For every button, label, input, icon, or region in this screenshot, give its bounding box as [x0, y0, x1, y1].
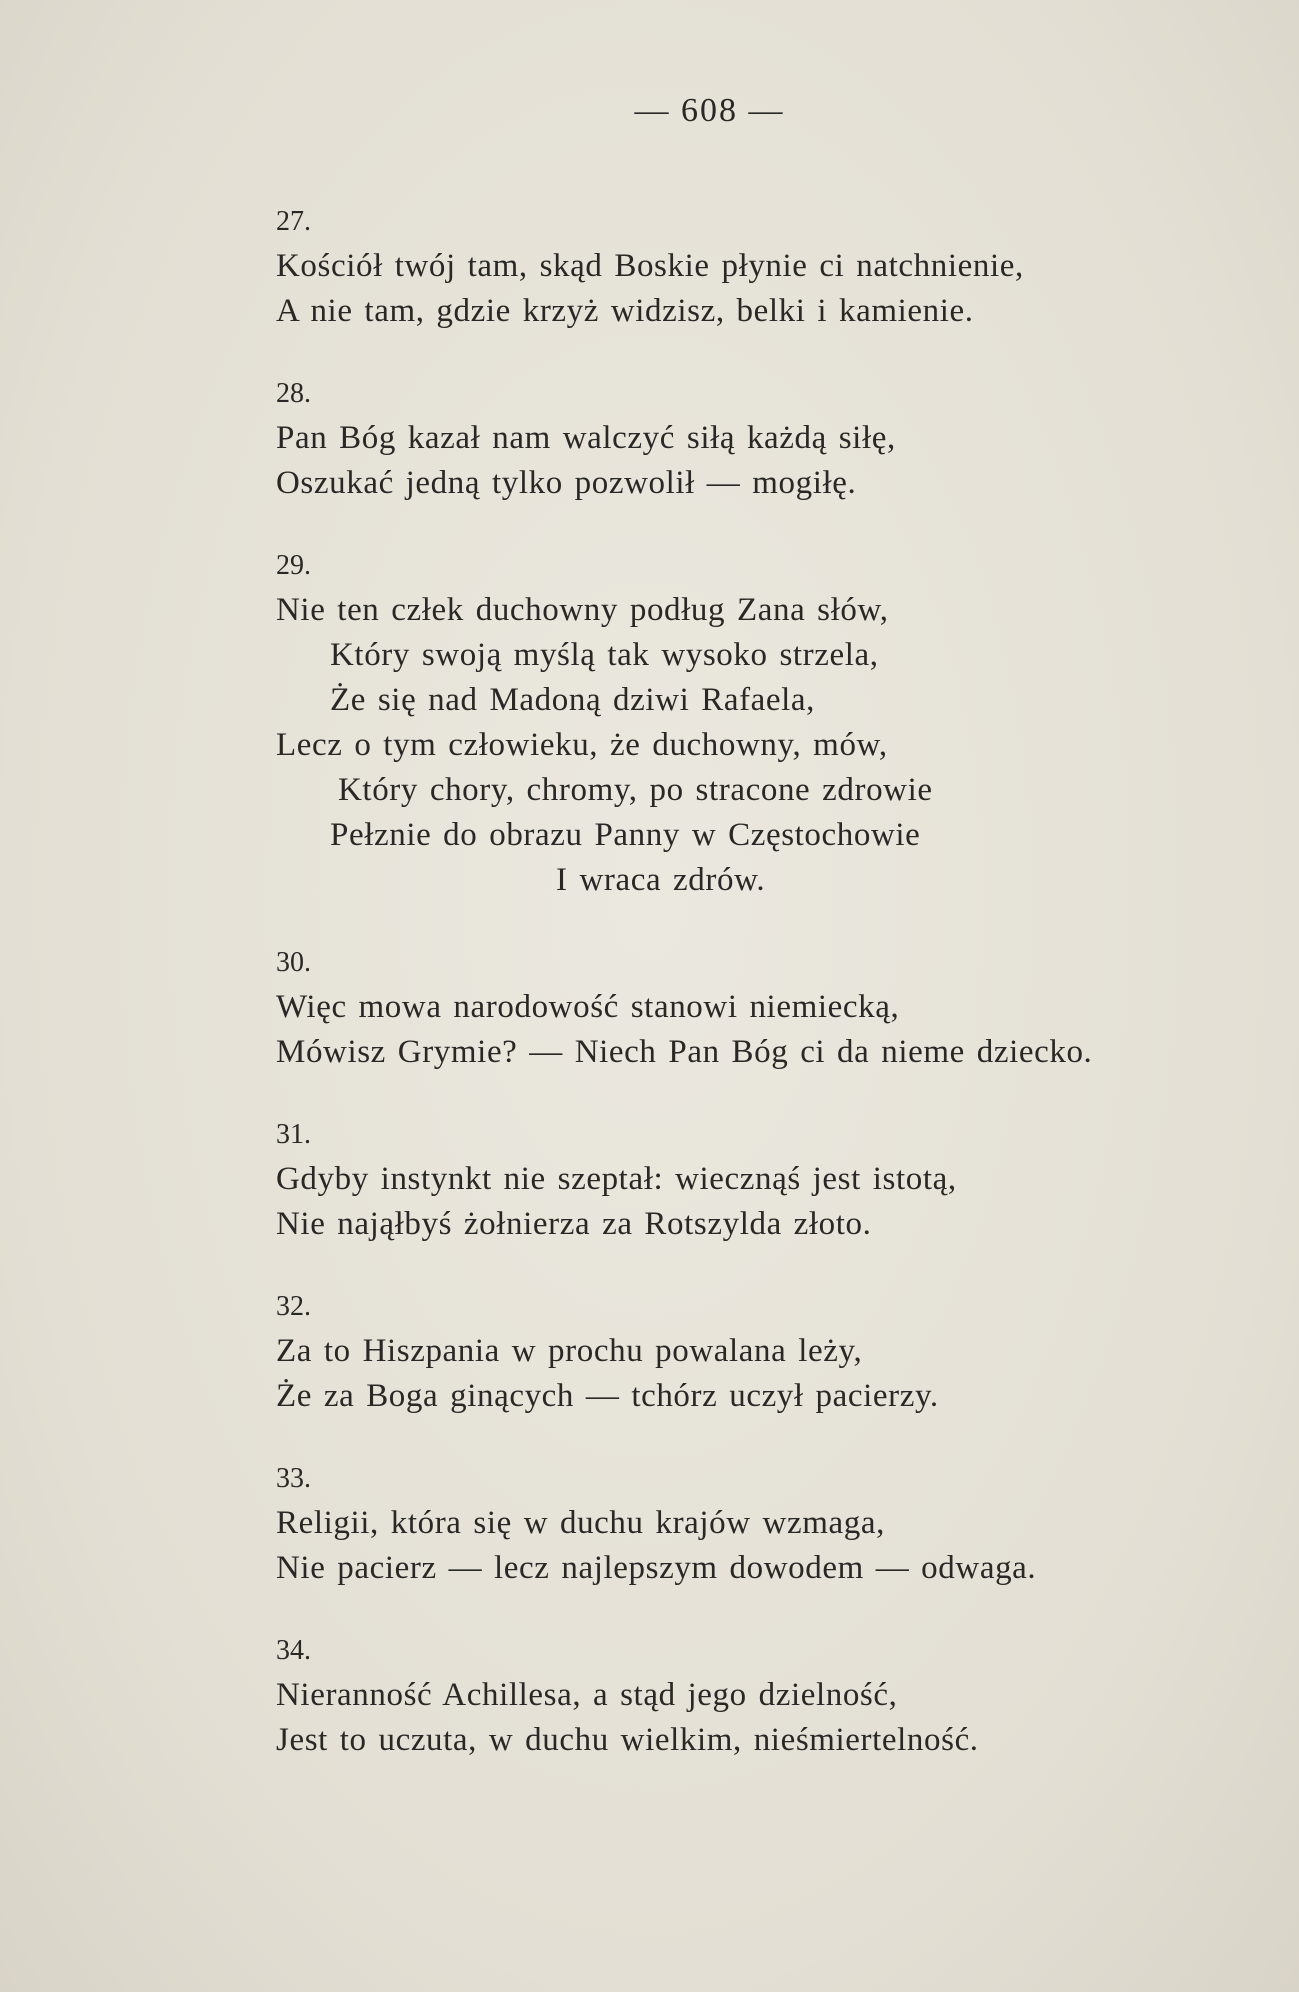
verse-line: Jest to uczuta, w duchu wielkim, nieśmiertelność.	[276, 1722, 979, 1758]
page-number: — 608 —	[634, 92, 785, 129]
verse-line: Pełznie do obrazu Panny w Częstochowie	[330, 817, 921, 853]
verse-line: Nie pacierz — lecz najlepszym dowodem — odwaga.	[276, 1550, 1037, 1586]
stanza-number: 27.	[276, 206, 311, 237]
stanza-31	[276, 1113, 1236, 1247]
verse-line: I wraca zdrów.	[556, 862, 766, 898]
verse-line: Kościół twój tam, skąd Boskie płynie ci natchnienie,	[276, 248, 1024, 284]
verse-line: Nie nająłbyś żołnierza za Rotszylda złoto.	[276, 1206, 872, 1242]
verse-line: Pan Bóg kazał nam walczyć siłą każdą siłę,	[276, 420, 896, 456]
stanza-number: 33.	[276, 1463, 311, 1494]
stanza-34	[276, 1629, 1236, 1763]
stanza-33	[276, 1457, 1236, 1591]
poem-content	[276, 200, 1236, 1801]
stanza-number: 31.	[276, 1119, 311, 1150]
stanza-number: 34.	[276, 1635, 311, 1666]
verse-line: Lecz o tym człowieku, że duchowny, mów,	[276, 727, 888, 763]
stanza-27	[276, 200, 1236, 334]
verse-line: Więc mowa narodowość stanowi niemiecką,	[276, 989, 900, 1025]
verse-line: Oszukać jedną tylko pozwolił — mogiłę.	[276, 465, 857, 501]
verse-line: A nie tam, gdzie krzyż widzisz, belki i kamienie.	[276, 293, 974, 329]
verse-line: Że za Boga ginących — tchórz uczył pacierzy.	[276, 1378, 939, 1414]
verse-line: Który chory, chromy, po stracone zdrowie	[338, 772, 933, 808]
verse-line: Religii, która się w duchu krajów wzmaga,	[276, 1505, 885, 1541]
stanza-number: 30.	[276, 947, 311, 978]
stanza-29	[276, 544, 1236, 903]
verse-line: Nie ten człek duchowny podług Zana słów,	[276, 592, 889, 628]
verse-line: Że się nad Madoną dziwi Rafaela,	[330, 682, 816, 718]
verse-line: Który swoją myślą tak wysoko strzela,	[330, 637, 879, 673]
stanza-32	[276, 1285, 1236, 1419]
stanza-number: 32.	[276, 1291, 311, 1322]
stanza-30	[276, 941, 1236, 1075]
verse-line: Gdyby instynkt nie szeptał: wiecznąś jest istotą,	[276, 1161, 957, 1197]
verse-line: Mówisz Grymie? — Niech Pan Bóg ci da nieme dziecko.	[276, 1034, 1093, 1070]
stanza-28	[276, 372, 1236, 506]
verse-line: Nieranność Achillesa, a stąd jego dzielność,	[276, 1677, 898, 1713]
verse-line: Za to Hiszpania w prochu powalana leży,	[276, 1333, 863, 1369]
stanza-number: 28.	[276, 378, 311, 409]
stanza-number: 29.	[276, 550, 311, 581]
